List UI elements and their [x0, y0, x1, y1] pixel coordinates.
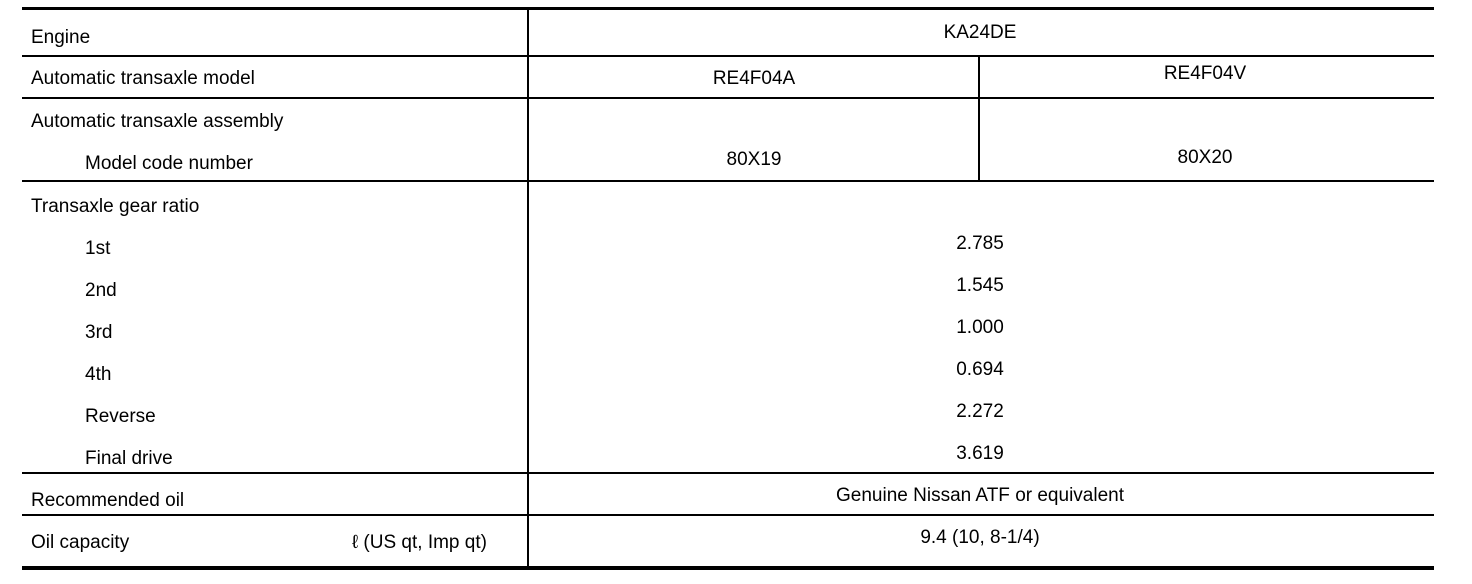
model-code-v: 80X20 — [1177, 147, 1233, 168]
transaxle-assembly-label: Automatic transaxle assembly — [31, 111, 284, 132]
row-divider — [22, 97, 1434, 99]
row-divider — [22, 55, 1434, 57]
engine-value: KA24DE — [943, 22, 1017, 43]
gear-4th-label: 4th — [85, 364, 112, 385]
gear-final-drive-value: 3.619 — [956, 443, 1004, 464]
transaxle-model-v: RE4F04V — [1163, 63, 1247, 84]
gear-1st-value: 2.785 — [956, 233, 1004, 254]
row-divider — [22, 180, 1434, 182]
recommended-oil-value: Genuine Nissan ATF or equivalent — [836, 485, 1124, 506]
column-divider — [978, 55, 980, 182]
oil-capacity-value: 9.4 (10, 8-1/4) — [920, 527, 1040, 548]
gear-2nd-value: 1.545 — [956, 275, 1004, 296]
gear-reverse-value: 2.272 — [956, 401, 1004, 422]
column-divider — [527, 9, 529, 568]
gear-3rd-value: 1.000 — [956, 317, 1004, 338]
spec-table — [22, 7, 1434, 572]
engine-label: Engine — [31, 27, 91, 48]
gear-3rd-label: 3rd — [85, 322, 113, 343]
row-divider — [22, 514, 1434, 516]
transaxle-model-a: RE4F04A — [712, 68, 796, 89]
recommended-oil-label: Recommended oil — [31, 490, 185, 511]
oil-capacity-unit: ℓ (US qt, Imp qt) — [352, 532, 487, 553]
gear-1st-label: 1st — [85, 238, 111, 259]
oil-capacity-label: Oil capacity — [31, 532, 130, 553]
gear-final-drive-label: Final drive — [85, 448, 173, 469]
table-bottom-border — [22, 566, 1434, 570]
model-code-a: 80X19 — [726, 149, 782, 170]
gear-ratio-label: Transaxle gear ratio — [31, 196, 200, 217]
row-divider — [22, 472, 1434, 474]
model-code-label: Model code number — [85, 153, 253, 174]
gear-2nd-label: 2nd — [85, 280, 117, 301]
transaxle-model-label: Automatic transaxle model — [31, 68, 255, 89]
table-top-border — [22, 7, 1434, 10]
gear-4th-value: 0.694 — [956, 359, 1004, 380]
gear-reverse-label: Reverse — [85, 406, 156, 427]
